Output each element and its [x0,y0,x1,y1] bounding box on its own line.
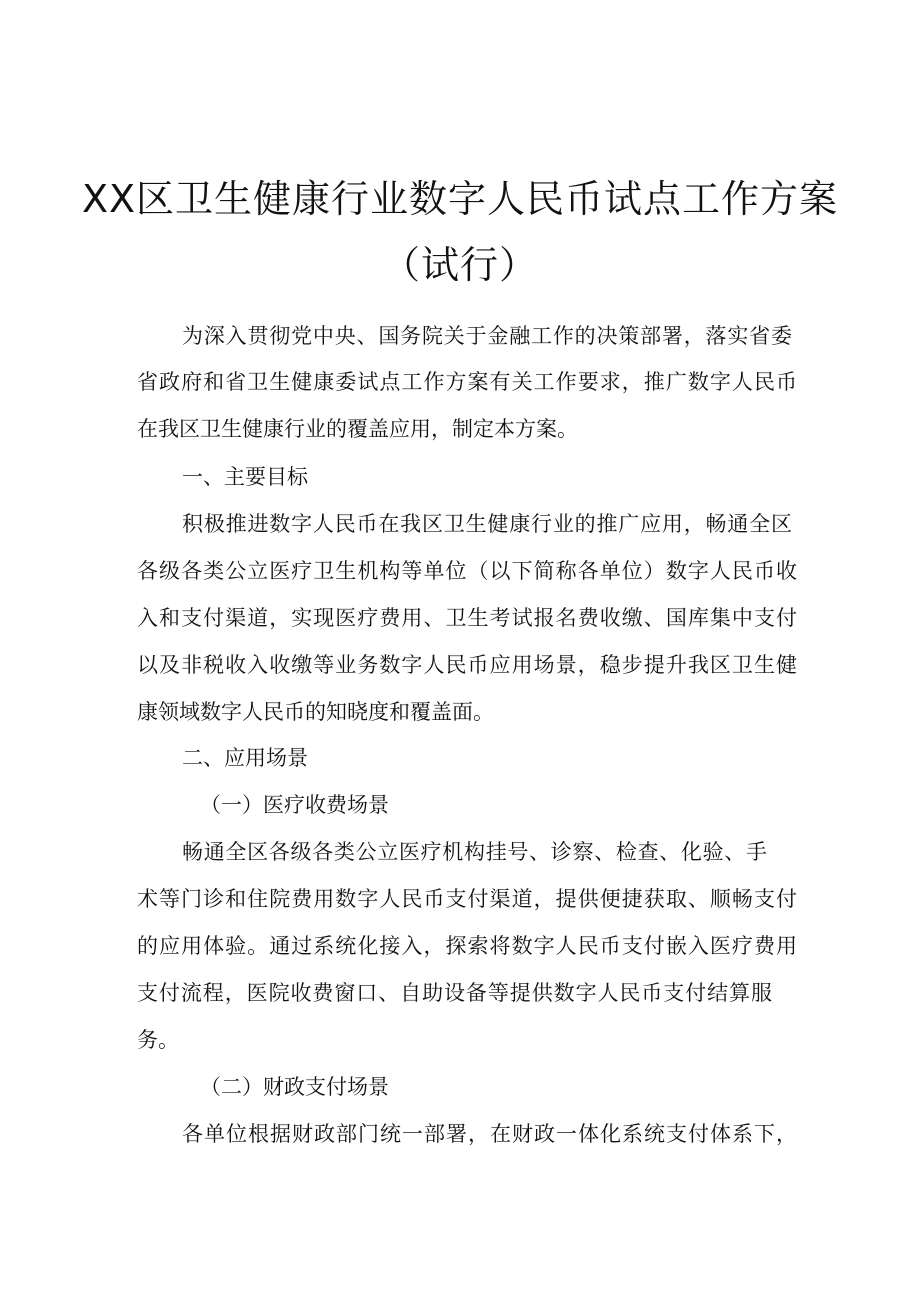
intro-line: 省政府和省卫生健康委试点工作方案有关工作要求，推广数字人民币 [137,370,797,394]
paragraph-line: 各级各类公立医疗卫生机构等单位（以下简称各单位）数字人民币收 [137,559,797,583]
paragraph-line: 畅通全区各级各类公立医疗机构挂号、诊察、检查、化验、手 [182,840,767,864]
paragraph-line: 术等门诊和住院费用数字人民币支付渠道，提供便捷获取、顺畅支付 [137,887,797,911]
paragraph-line: 务。 [137,1028,179,1052]
paragraph-line: 支付流程，医院收费窗口、自助设备等提供数字人民币支付结算服 [137,981,772,1005]
paragraph-line: 各单位根据财政部门统一部署，在财政一体化系统支付体系下， [182,1122,797,1146]
intro-line: 为深入贯彻党中央、国务院关于金融工作的决策部署，落实省委 [182,324,792,348]
section-heading: 一、主要目标 [182,465,308,489]
document-title: XX区卫生健康行业数字人民币试点工作方案 [81,177,839,221]
paragraph-line: 以及非税收入收缴等业务数字人民币应用场景，稳步提升我区卫生健 [137,653,797,677]
subsection-heading: （一）医疗收费场景 [200,793,389,817]
paragraph-line: 入和支付渠道，实现医疗费用、卫生考试报名费收缴、国库集中支付 [137,606,797,630]
intro-line: 在我区卫生健康行业的覆盖应用，制定本方案。 [137,417,578,441]
document-subtitle: （试行） [381,243,538,287]
paragraph-line: 积极推进数字人民币在我区卫生健康行业的推广应用，畅通全区 [182,512,792,536]
paragraph-line: 康领域数字人民币的知晓度和覆盖面。 [137,700,494,724]
subsection-heading: （二）财政支付场景 [200,1075,389,1099]
section-heading: 二、应用场景 [182,746,308,770]
paragraph-line: 的应用体验。通过系统化接入，探索将数字人民币支付嵌入医疗费用 [137,934,797,958]
